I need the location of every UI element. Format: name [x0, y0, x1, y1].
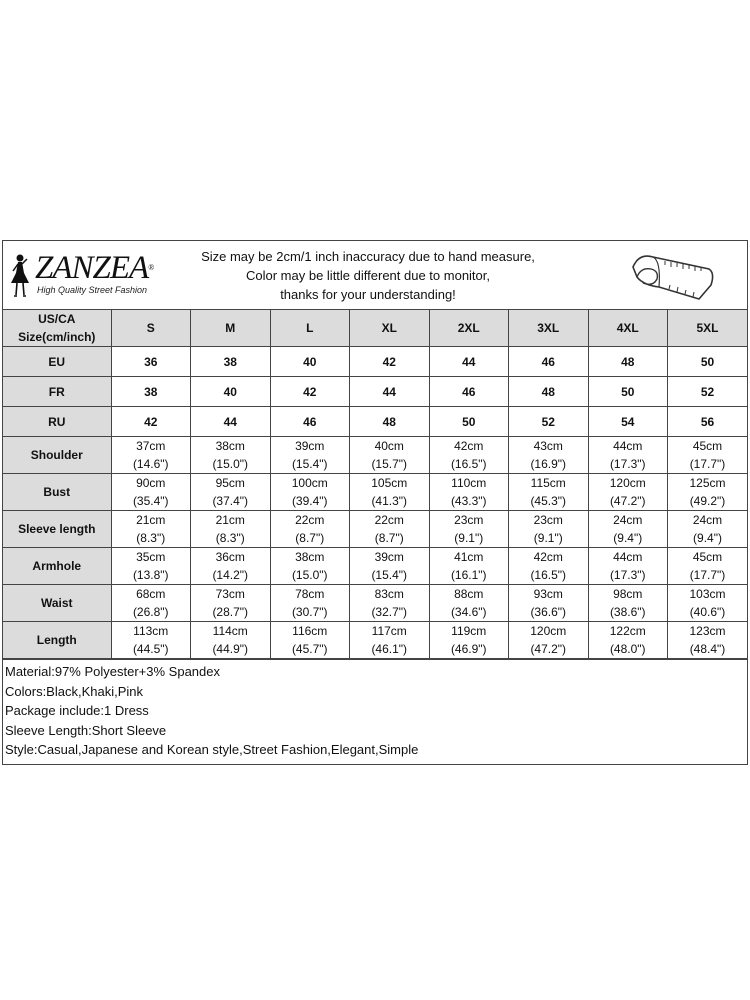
inch-value: (17.7") — [689, 457, 726, 471]
cm-value: 73cm — [215, 587, 245, 601]
cm-value: 116cm — [292, 624, 328, 638]
inch-value: (17.3") — [609, 568, 646, 582]
product-info — [3, 659, 747, 764]
measurement-cell — [588, 548, 668, 585]
size-value-cell: 44 — [429, 347, 509, 377]
size-value-cell: 40 — [270, 347, 350, 377]
cm-value: 22cm — [295, 513, 325, 527]
row-label: Armhole — [3, 548, 111, 585]
inch-value: (26.8") — [132, 605, 169, 619]
measurement-cell — [270, 511, 350, 548]
cm-value: 40cm — [374, 439, 404, 453]
size-col-header: XL — [350, 310, 430, 347]
measurement-cell — [350, 511, 430, 548]
cm-value: 105cm — [371, 476, 408, 490]
measurement-row — [3, 437, 747, 474]
inch-value: (49.2") — [689, 494, 726, 508]
info-line: Style:Casual,Japanese and Korean style,Street Fashion,Elegant,Simple — [5, 742, 419, 757]
inch-value: (14.6") — [132, 457, 169, 471]
measurement-cell — [668, 585, 748, 622]
size-value-cell: 40 — [191, 377, 271, 407]
size-value-cell: 42 — [111, 407, 191, 437]
measurement-cell — [270, 622, 350, 659]
size-value-cell: 46 — [509, 347, 589, 377]
measurement-cell — [509, 548, 589, 585]
size-col-header: 4XL — [588, 310, 668, 347]
cm-value: 44cm — [613, 550, 643, 564]
inch-value: (9.4") — [613, 531, 643, 545]
inch-value: (16.5") — [450, 457, 487, 471]
measurement-cell — [270, 548, 350, 585]
cm-value: 38cm — [295, 550, 325, 564]
size-header-label: US/CA Size(cm/inch) — [3, 310, 111, 347]
measurement-cell — [429, 622, 509, 659]
inch-value: (9.4") — [693, 531, 722, 545]
cm-value: 103cm — [689, 587, 726, 601]
measurement-cell — [668, 437, 748, 474]
cm-value: 120cm — [609, 476, 646, 490]
measurement-cell — [429, 474, 509, 511]
measurement-cell — [191, 474, 271, 511]
size-value-cell: 54 — [588, 407, 668, 437]
measurement-cell — [429, 548, 509, 585]
cm-value: 23cm — [454, 513, 484, 527]
measurement-cell — [668, 622, 748, 659]
measurement-cell — [111, 585, 191, 622]
size-col-header: L — [270, 310, 350, 347]
measurement-cell — [191, 585, 271, 622]
size-value-cell: 52 — [509, 407, 589, 437]
inch-value: (35.4") — [132, 494, 169, 508]
row-label: Sleeve length — [3, 511, 111, 548]
cm-value: 117cm — [371, 624, 407, 638]
size-col-header: S — [111, 310, 191, 347]
measurement-cell — [191, 511, 271, 548]
conversion-row — [3, 407, 747, 437]
inch-value: (8.3") — [215, 531, 245, 545]
size-value-cell: 50 — [668, 347, 748, 377]
measurement-cell — [588, 511, 668, 548]
cm-value: 35cm — [136, 550, 166, 564]
row-label: Length — [3, 622, 111, 659]
inch-value: (9.1") — [533, 531, 563, 545]
inch-value: (15.0") — [212, 457, 249, 471]
cm-value: 114cm — [212, 624, 248, 638]
inch-value: (48.4") — [689, 642, 726, 656]
inch-value: (32.7") — [371, 605, 408, 619]
measurement-cell — [350, 548, 430, 585]
size-value-cell: 52 — [668, 377, 748, 407]
cm-value: 39cm — [295, 439, 325, 453]
inch-value: (36.6") — [530, 605, 567, 619]
cm-value: 24cm — [613, 513, 643, 527]
inch-value: (47.2") — [609, 494, 646, 508]
cm-value: 119cm — [451, 624, 487, 638]
measurement-cell — [588, 622, 668, 659]
measurement-cell — [270, 437, 350, 474]
info-line: Package include:1 Dress — [5, 703, 149, 718]
inch-value: (40.6") — [689, 605, 726, 619]
measurement-cell — [429, 437, 509, 474]
cm-value: 36cm — [215, 550, 245, 564]
size-value-cell: 48 — [509, 377, 589, 407]
measurement-cell — [191, 437, 271, 474]
inch-value: (16.1") — [450, 568, 487, 582]
measurement-cell — [588, 437, 668, 474]
inch-value: (8.7") — [374, 531, 404, 545]
measurement-cell — [668, 511, 748, 548]
cm-value: 41cm — [454, 550, 484, 564]
row-label: Shoulder — [3, 437, 111, 474]
measurement-cell — [429, 511, 509, 548]
inch-value: (44.9") — [212, 642, 249, 656]
measurement-cell — [509, 511, 589, 548]
inch-value: (47.2") — [530, 642, 567, 656]
inch-value: (44.5") — [132, 642, 169, 656]
inch-value: (30.7") — [291, 605, 328, 619]
measurement-cell — [588, 585, 668, 622]
cm-value: 68cm — [136, 587, 166, 601]
inch-value: (41.3") — [371, 494, 408, 508]
measurement-notice — [193, 247, 543, 304]
registered-mark: ® — [148, 263, 154, 272]
cm-value: 123cm — [689, 624, 726, 638]
cm-value: 83cm — [374, 587, 404, 601]
brand-logo — [7, 249, 157, 301]
cm-value: 120cm — [530, 624, 567, 638]
measurement-cell — [111, 622, 191, 659]
cm-value: 42cm — [533, 550, 563, 564]
cm-value: 100cm — [291, 476, 328, 490]
measurement-row — [3, 622, 747, 659]
size-col-header: M — [191, 310, 271, 347]
cm-value: 115cm — [530, 476, 566, 490]
measurement-cell — [509, 474, 589, 511]
inch-value: (38.6") — [609, 605, 646, 619]
measurement-row — [3, 548, 747, 585]
info-line: Colors:Black,Khaki,Pink — [5, 683, 143, 699]
dress-figure-icon — [7, 253, 33, 299]
cm-value: 22cm — [374, 513, 404, 527]
cm-value: 21cm — [136, 513, 166, 527]
measurement-cell — [350, 437, 430, 474]
cm-value: 90cm — [136, 476, 166, 490]
notice-line: Size may be 2cm/1 inch inaccuracy due to hand measure, — [201, 249, 535, 264]
size-value-cell: 48 — [588, 347, 668, 377]
measurement-cell — [350, 474, 430, 511]
measurement-cell — [509, 622, 589, 659]
size-header-row — [3, 310, 747, 347]
chart-header — [3, 241, 747, 310]
measurement-cell — [509, 585, 589, 622]
cm-value: 24cm — [692, 513, 723, 527]
cm-value: 38cm — [215, 439, 245, 453]
size-value-cell: 46 — [429, 377, 509, 407]
size-value-cell: 46 — [270, 407, 350, 437]
measurement-cell — [111, 474, 191, 511]
inch-value: (46.1") — [371, 642, 408, 656]
size-value-cell: 38 — [111, 377, 191, 407]
row-label: Waist — [3, 585, 111, 622]
inch-value: (48.0") — [609, 642, 646, 656]
cm-value: 95cm — [215, 476, 245, 490]
size-value-cell: 56 — [668, 407, 748, 437]
cm-value: 88cm — [454, 587, 484, 601]
size-value-cell: 36 — [111, 347, 191, 377]
info-line: Sleeve Length:Short Sleeve — [5, 722, 167, 738]
inch-value: (45.7") — [291, 642, 328, 656]
cm-value: 43cm — [533, 439, 563, 453]
measurement-cell — [588, 474, 668, 511]
inch-value: (8.3") — [136, 531, 166, 545]
row-label: RU — [3, 407, 111, 437]
measurement-cell — [350, 622, 430, 659]
cm-value: 39cm — [374, 550, 404, 564]
inch-value: (15.4") — [371, 568, 408, 582]
size-value-cell: 42 — [270, 377, 350, 407]
inch-value: (9.1") — [454, 531, 484, 545]
measurement-cell — [191, 548, 271, 585]
inch-value: (28.7") — [212, 605, 249, 619]
measurement-cell — [350, 585, 430, 622]
inch-value: (17.7") — [689, 568, 726, 582]
cm-value: 45cm — [692, 439, 723, 453]
inch-value: (13.8") — [132, 568, 169, 582]
row-label: FR — [3, 377, 111, 407]
size-col-header: 5XL — [668, 310, 748, 347]
measurement-cell — [111, 511, 191, 548]
measurement-cell — [668, 548, 748, 585]
measurement-cell — [270, 474, 350, 511]
cm-value: 21cm — [215, 513, 245, 527]
measurement-cell — [111, 437, 191, 474]
size-value-cell: 44 — [350, 377, 430, 407]
measuring-tape-icon — [629, 247, 717, 303]
cm-value: 45cm — [692, 550, 723, 564]
cm-value: 78cm — [295, 587, 325, 601]
size-value-cell: 48 — [350, 407, 430, 437]
notice-line: thanks for your understanding! — [280, 287, 456, 302]
measurement-cell — [111, 548, 191, 585]
size-value-cell: 44 — [191, 407, 271, 437]
cm-value: 93cm — [533, 587, 563, 601]
cm-value: 23cm — [533, 513, 563, 527]
cm-value: 122cm — [609, 624, 646, 638]
cm-value: 98cm — [613, 587, 643, 601]
inch-value: (15.4") — [291, 457, 328, 471]
measurement-cell — [191, 622, 271, 659]
inch-value: (14.2") — [212, 568, 249, 582]
info-line: Material:97% Polyester+3% Spandex — [5, 664, 220, 679]
cm-value: 44cm — [613, 439, 643, 453]
size-value-cell: 50 — [429, 407, 509, 437]
notice-line: Color may be little different due to monitor, — [246, 268, 490, 283]
cm-value: 110cm — [451, 476, 487, 490]
conversion-row — [3, 347, 747, 377]
inch-value: (46.9") — [450, 642, 487, 656]
size-chart — [2, 240, 748, 765]
inch-value: (34.6") — [450, 605, 487, 619]
inch-value: (39.4") — [291, 494, 328, 508]
brand-name: ZANZEA® — [35, 250, 154, 286]
size-col-header: 2XL — [429, 310, 509, 347]
inch-value: (8.7") — [295, 531, 325, 545]
measurement-cell — [509, 437, 589, 474]
measurement-row — [3, 585, 747, 622]
measurement-cell — [429, 585, 509, 622]
size-value-cell: 42 — [350, 347, 430, 377]
cm-value: 42cm — [454, 439, 484, 453]
measurement-cell — [668, 474, 748, 511]
inch-value: (16.9") — [530, 457, 567, 471]
measurement-row — [3, 511, 747, 548]
size-table — [3, 310, 747, 659]
row-label: Bust — [3, 474, 111, 511]
conversion-row — [3, 377, 747, 407]
row-label: EU — [3, 347, 111, 377]
inch-value: (16.5") — [530, 568, 567, 582]
inch-value: (17.3") — [609, 457, 646, 471]
cm-value: 125cm — [689, 476, 726, 490]
inch-value: (43.3") — [450, 494, 487, 508]
cm-value: 37cm — [136, 439, 166, 453]
brand-tagline: High Quality Street Fashion — [37, 285, 148, 295]
size-value-cell: 38 — [191, 347, 271, 377]
inch-value: (15.0") — [291, 568, 328, 582]
cm-value: 113cm — [133, 624, 169, 638]
size-value-cell: 50 — [588, 377, 668, 407]
measurement-cell — [270, 585, 350, 622]
size-col-header: 3XL — [509, 310, 589, 347]
inch-value: (45.3") — [530, 494, 567, 508]
inch-value: (37.4") — [212, 494, 249, 508]
inch-value: (15.7") — [371, 457, 408, 471]
measurement-row — [3, 474, 747, 511]
